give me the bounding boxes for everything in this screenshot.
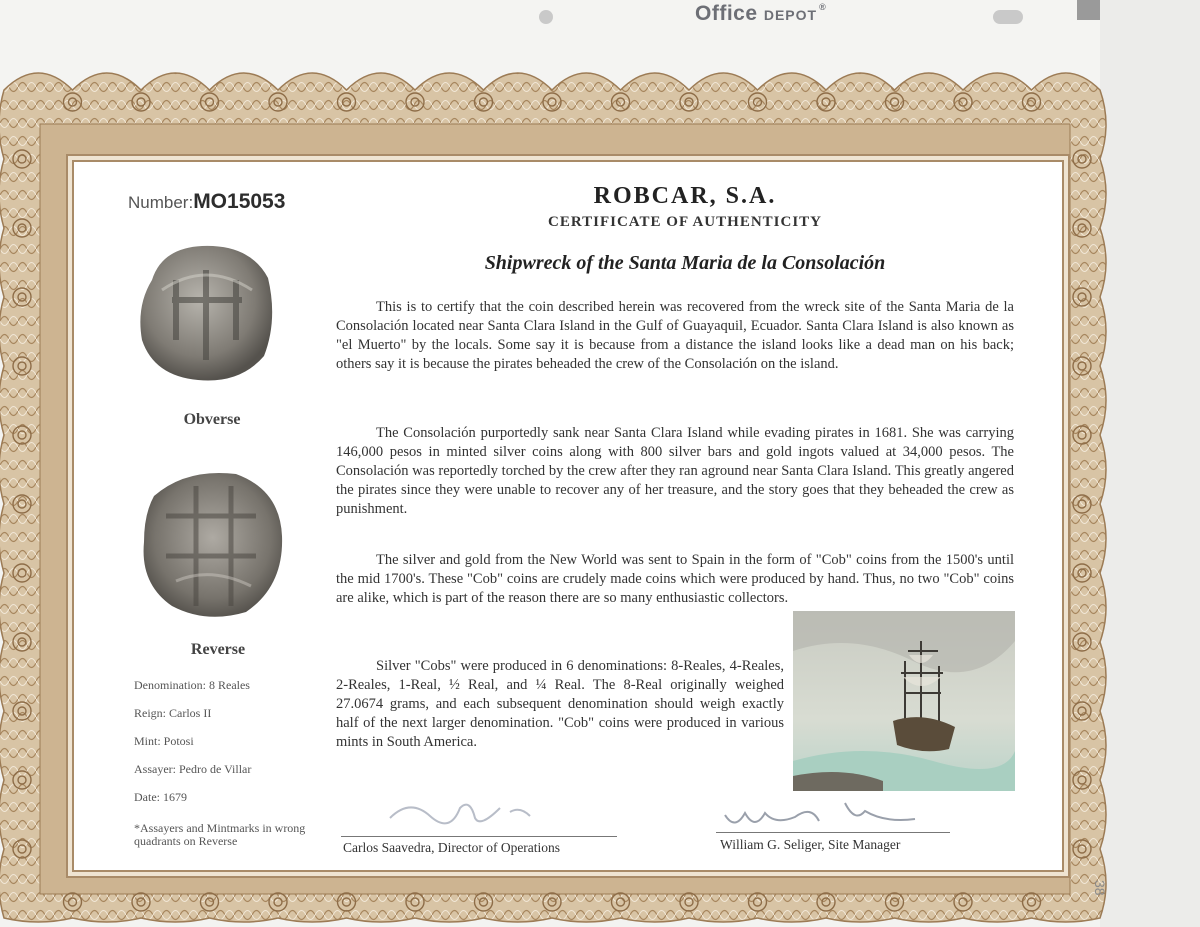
office-depot-logo: Office DEPOT ® [695,2,827,25]
detail-mint: Mint: Potosi [134,734,194,748]
binder-hole-left [539,10,553,24]
coin-reverse-image [136,466,286,621]
detail-reign: Reign: Carlos II [134,706,212,720]
ship-painting-image [793,611,1015,791]
obverse-label: Obverse [183,411,241,428]
detail-footnote: *Assayers and Mintmarks in wrong quadrants on Reverse [134,821,306,848]
coin-details [134,678,314,848]
detail-denomination: Denomination: 8 Reales [134,678,250,692]
paragraph-1: This is to certify that the coin described herein was recovered from the wreck site of the Santa Maria de la Consolación located near Santa Clara Island in the Gulf of Guayaquil, Ecuador. Santa Clara Island is also known as "el Muerto" by the locals. Some say it is because from a distance the island looks like a dead man on his back; others say it is because the pirates beheaded the crew of the Consolación on the island. [336,299,1014,372]
detail-assayer: Assayer: Pedro de Villar [134,762,252,776]
signature-caption-1: Carlos Saavedra, Director of Operations [343,840,561,855]
signature-line-2 [716,832,950,833]
reverse-label: Reverse [190,641,246,658]
side-note: 38 [1092,880,1108,896]
paragraph-4: Silver "Cobs" were produced in 6 denominations: 8-Reales, 4-Reales, 2-Reales, 1-Real, ½ Real, and ¼ Real. The 8-Real originally weighed 27.0674 grams, and each subsequent denomination should weigh exactly half of the next larger denomination. "Cob" coins were produced in various mints in South America. [336,658,784,750]
paragraph-3: The silver and gold from the New World was sent to Spain in the form of "Cob" coins from the 1500's until the mid 1700's. These "Cob" coins are crudely made coins which were produced by hand. Thus, no two "Cob" coins are alike, which is part of the reason there are so many enthusiastic collectors. [336,552,1014,606]
signature-line-1 [341,836,617,837]
scan-right-margin [1100,0,1200,927]
binder-hole-right [993,10,1023,24]
detail-date: Date: 1679 [134,790,187,804]
company-name: ROBCAR, S.A. [593,183,777,209]
scan-edge-shadow [1077,0,1100,20]
signature-saavedra [380,788,580,838]
certificate-number: Number:MO15053 [128,190,286,213]
paragraph-2: The Consolación purportedly sank near Santa Clara Island while evading pirates in 1681. She was carrying 146,000 pesos in minted silver coins along with 800 silver bars and gold ingots valued at 34,000 pesos. The Consolación was reportedly torched by the crew after they ran aground near Santa Clara Island. This greatly angered the pirates since they were unable to recover any of her treasure, and the story goes that they beheaded the crew as punishment. [336,425,1014,517]
shipwreck-title: Shipwreck of the Santa Maria de la Consolación [484,252,886,274]
certificate-title: CERTIFICATE OF AUTHENTICITY [547,214,823,230]
signature-caption-2: William G. Seliger, Site Manager [720,837,901,852]
coin-obverse-image [132,240,280,388]
